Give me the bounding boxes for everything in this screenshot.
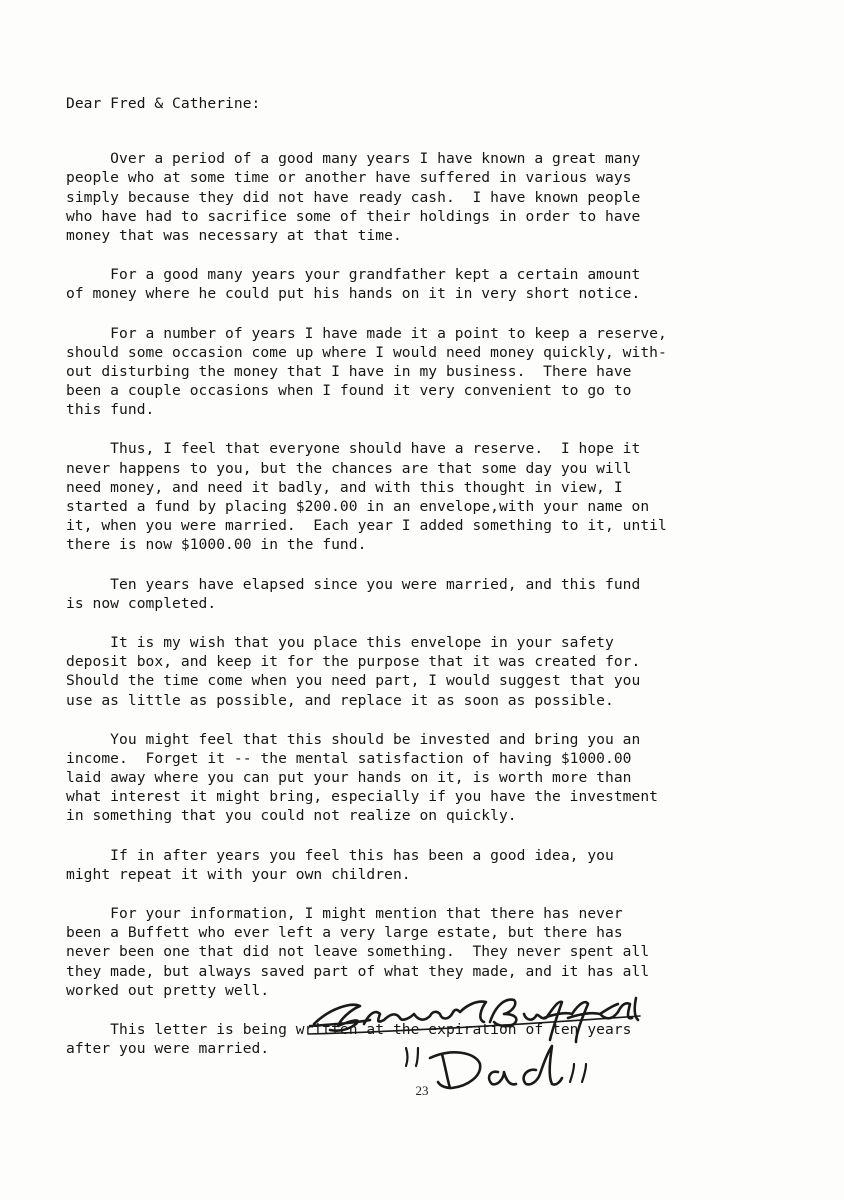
paragraph-9 bbox=[66, 904, 776, 1000]
text-line: never been one that did not leave something. They never spent all bbox=[66, 943, 650, 961]
text-line: If in after years you feel this has been a good idea, you bbox=[66, 846, 614, 864]
text-line: out disturbing the money that I have in my business. There have bbox=[66, 362, 632, 380]
text-line: might repeat it with your own children. bbox=[66, 865, 411, 883]
paragraph-3 bbox=[66, 324, 776, 420]
text-line: need money, and need it badly, and with this thought in view, I bbox=[66, 478, 623, 496]
text-line: who have had to sacrifice some of their holdings in order to have bbox=[66, 207, 641, 225]
paragraph-5 bbox=[66, 575, 776, 613]
text-line: You might feel that this should be invested and bring you an bbox=[66, 730, 641, 748]
paragraph-6 bbox=[66, 633, 776, 710]
text-line: been a couple occasions when I found it very convenient to go to bbox=[66, 382, 632, 400]
text-line: never happens to you, but the chances are that some day you will bbox=[66, 459, 632, 477]
text-line: what interest it might bring, especially if you have the investment bbox=[66, 788, 659, 806]
text-line: Over a period of a good many years I have known a great many bbox=[66, 150, 641, 168]
text-line: Should the time come when you need part, I would suggest that you bbox=[66, 672, 641, 690]
text-line: laid away where you can put your hands on it, is worth more than bbox=[66, 769, 632, 787]
text-line: been a Buffett who ever left a very large estate, but there has bbox=[66, 924, 623, 942]
text-line: they made, but always saved part of what they made, and it has all bbox=[66, 962, 650, 980]
text-line: For a number of years I have made it a point to keep a reserve, bbox=[66, 324, 667, 342]
text-line: there is now $1000.00 in the fund. bbox=[66, 536, 367, 554]
text-line: simply because they did not have ready cash. I have known people bbox=[66, 188, 641, 206]
text-line: after you were married. bbox=[66, 1040, 270, 1058]
text-line: worked out pretty well. bbox=[66, 981, 270, 999]
text-line: Thus, I feel that everyone should have a reserve. I hope it bbox=[66, 440, 641, 458]
text-line: this fund. bbox=[66, 401, 155, 419]
text-line: should some occasion come up where I would need money quickly, with- bbox=[66, 343, 667, 361]
text-line: deposit box, and keep it for the purpose that it was created for. bbox=[66, 653, 641, 671]
text-line: Ten years have elapsed since you were married, and this fund bbox=[66, 575, 641, 593]
text-line: is now completed. bbox=[66, 594, 217, 612]
text-line: It is my wish that you place this envelope in your safety bbox=[66, 633, 614, 651]
text-line: For your information, I might mention that there has never bbox=[66, 905, 623, 923]
letter-body bbox=[66, 94, 776, 1078]
text-line: use as little as possible, and replace it as soon as possible. bbox=[66, 691, 614, 709]
text-line: of money where he could put his hands on it in very short notice. bbox=[66, 285, 641, 303]
page-number: 23 bbox=[415, 1083, 429, 1098]
salutation: Dear Fred & Catherine: bbox=[66, 95, 261, 112]
text-line: people who at some time or another have suffered in various ways bbox=[66, 169, 632, 187]
paragraph-1 bbox=[66, 149, 776, 245]
paragraph-2 bbox=[66, 265, 776, 303]
text-line: in something that you could not realize on quickly. bbox=[66, 807, 517, 825]
paragraph-4 bbox=[66, 439, 776, 554]
handwritten-signature bbox=[300, 990, 700, 1090]
paragraph-7 bbox=[66, 730, 776, 826]
text-line: This letter is being written at the expiration of ten years bbox=[66, 1020, 632, 1038]
text-line: For a good many years your grandfather kept a certain amount bbox=[66, 266, 641, 284]
text-line: income. Forget it -- the mental satisfaction of having $1000.00 bbox=[66, 749, 632, 767]
text-line: started a fund by placing $200.00 in an envelope,with your name on bbox=[66, 498, 650, 516]
text-line: it, when you were married. Each year I added something to it, until bbox=[66, 517, 667, 535]
text-line: money that was necessary at that time. bbox=[66, 226, 402, 244]
paragraph-8 bbox=[66, 846, 776, 884]
